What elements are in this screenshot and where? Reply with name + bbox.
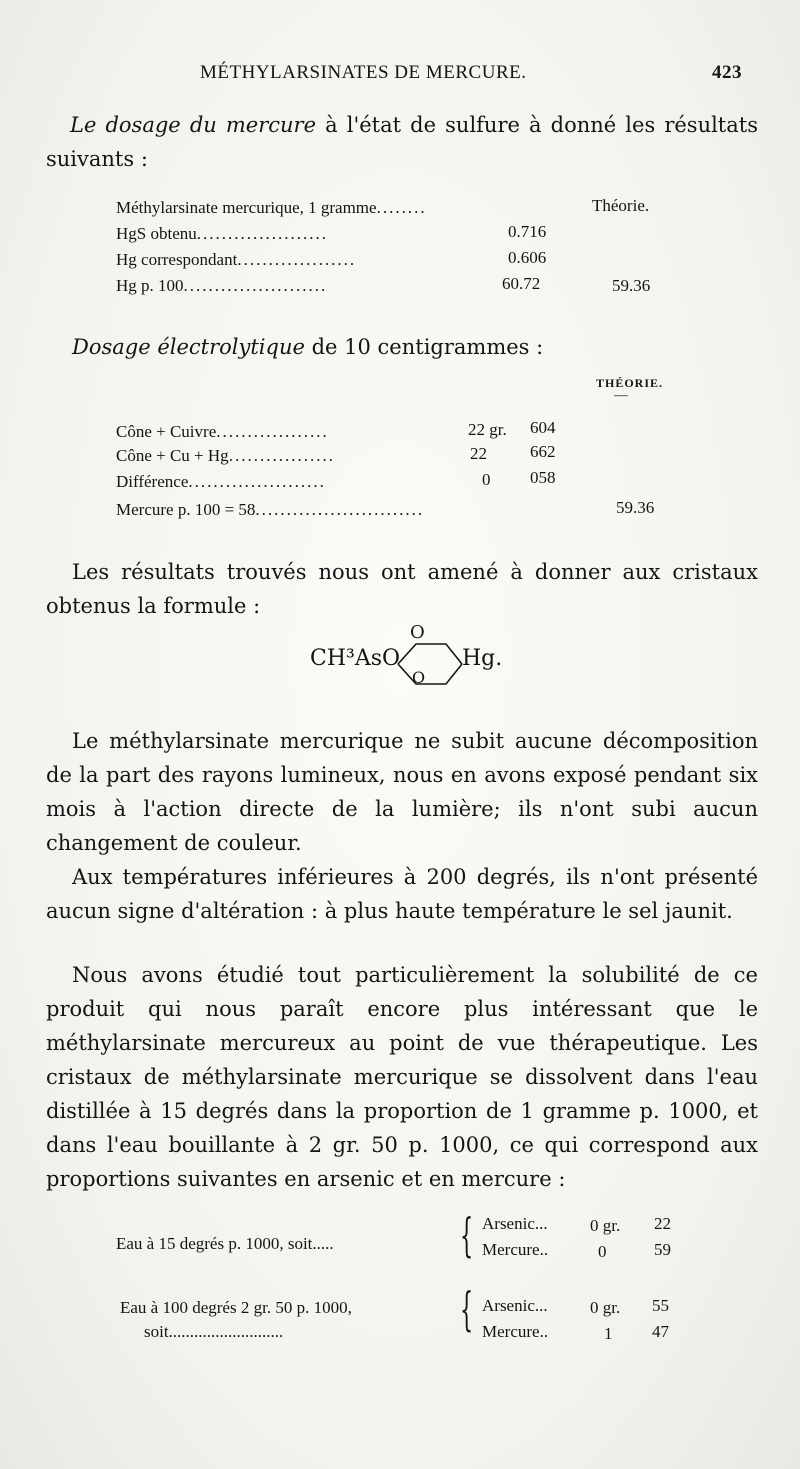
row-col1: 0 — [482, 470, 491, 489]
row-label: Différence — [116, 472, 189, 491]
table-row — [116, 446, 335, 466]
row-label: HgS obtenu — [116, 224, 197, 243]
table-row — [116, 198, 427, 218]
section1-intro-italic: Le dosage du mercure — [70, 113, 317, 137]
running-header — [200, 62, 760, 92]
leader-dots: ........ — [376, 198, 427, 217]
element-name: Arsenic... — [482, 1214, 548, 1233]
row-value: 60.72 — [502, 274, 541, 293]
solubility-label-cont: soit........................... — [144, 1322, 284, 1341]
value-unit: 0 — [598, 1242, 607, 1261]
table-row — [116, 422, 329, 442]
leader-dots: ................... — [237, 250, 357, 269]
formula-bond-lines — [394, 630, 466, 690]
row-label: Méthylarsinate mercurique, 1 gramme — [116, 198, 377, 217]
formula-oxygen-bottom: O — [412, 668, 426, 687]
table-row — [116, 224, 328, 244]
section2-intro — [46, 330, 758, 364]
section1-intro — [46, 108, 758, 176]
formula-right: Hg. — [462, 646, 503, 671]
paragraph-solubility: Nous avons étudié tout particulièrement la solubilité de ce produit qui nous paraît encore plus intéressant que le méthylarsinate mercureux au point de vue thérapeutique. Les cristaux de méthylarsinate mercurique se dissolvent dans l'eau distillée à 15 degrés dans la proportion de 1 gramme p. 1000, et dans l'eau bouillante à 2 gr. 50 p. 1000, ce qui correspond aux proportions suivantes en arsenic et en mercure : — [46, 963, 758, 1191]
table-row — [116, 250, 356, 270]
solubility-label: Eau à 100 degrés 2 gr. 50 p. 1000, — [120, 1298, 352, 1317]
brace-symbol: { — [460, 1208, 474, 1262]
row-value: 0.606 — [508, 248, 547, 267]
solubility-table — [116, 1208, 696, 1352]
row-col1: 22 — [470, 444, 487, 463]
value-unit: 1 — [604, 1324, 613, 1343]
dash-mark: — — [614, 388, 628, 403]
paragraph-temperature: Aux températures inférieures à 200 degrés, ils n'ont présenté aucun signe d'altération : à plus haute température le sel jaunit. — [46, 865, 758, 923]
element-name: Arsenic... — [482, 1296, 548, 1315]
element-name: Mercure.. — [482, 1240, 549, 1259]
row-label: Hg p. 100 — [116, 276, 184, 295]
page-number: 423 — [712, 62, 742, 83]
paragraph-light-stability: Le méthylarsinate mercurique ne subit aucune décomposition de la part des rayons lumineux, nous en avons exposé pendant six mois à l'action directe de la lumière; ils n'ont subi aucun changement de couleur. — [46, 729, 758, 855]
formula-oxygen-top: O — [410, 622, 425, 643]
leader-dots: .................. — [216, 422, 329, 441]
row-theory: 59.36 — [612, 276, 651, 295]
value-unit: 0 gr. — [590, 1216, 621, 1235]
paragraph-results: Les résultats trouvés nous ont amené à donner aux cristaux obtenus la formule : — [46, 560, 758, 618]
row-label: Cône + Cu + Hg — [116, 446, 229, 465]
table-row — [116, 472, 326, 492]
value-number: 22 — [654, 1214, 671, 1233]
row-value: 0.716 — [508, 222, 547, 241]
value-number: 47 — [652, 1322, 669, 1341]
table-row — [116, 500, 424, 520]
leader-dots: ...................... — [188, 472, 326, 491]
value-unit: 0 gr. — [590, 1298, 621, 1317]
theory-header: THÉORIE. — [596, 376, 664, 390]
section2-intro-text: de 10 centigrammes : — [304, 335, 544, 359]
element-name: Mercure.. — [482, 1322, 549, 1341]
row-theory: 59.36 — [616, 498, 655, 517]
leader-dots: ........................... — [255, 500, 425, 519]
section1-intro-text: à l'état de sulfure à donné les résultats suivants : — [46, 113, 758, 171]
leader-dots: ................. — [228, 446, 335, 465]
row-col1: 22 gr. — [468, 420, 507, 439]
row-label: Mercure p. 100 = 58 — [116, 500, 256, 519]
row-label: Hg correspondant — [116, 250, 238, 269]
solubility-label: Eau à 15 degrés p. 1000, soit..... — [116, 1234, 334, 1253]
brace-symbol: { — [460, 1282, 474, 1336]
row-col2: 604 — [530, 418, 556, 437]
leader-dots: ....................... — [183, 276, 328, 295]
row-col2: 058 — [530, 468, 556, 487]
row-label: Cône + Cuivre — [116, 422, 217, 441]
formula-left: CH³AsO — [310, 646, 401, 671]
value-number: 59 — [654, 1240, 671, 1259]
row-col2: 662 — [530, 442, 556, 461]
section2-intro-italic: Dosage électrolytique — [72, 335, 305, 359]
chemical-formula — [310, 622, 570, 692]
table-row — [116, 276, 327, 296]
header-title: MÉTHYLARSINATES DE MERCURE. — [200, 62, 527, 83]
theory-header: Théorie. — [592, 196, 650, 215]
leader-dots: ..................... — [196, 224, 328, 243]
electrolytic-table — [116, 374, 676, 524]
mercury-sulfide-table — [116, 196, 676, 306]
value-number: 55 — [652, 1296, 669, 1315]
